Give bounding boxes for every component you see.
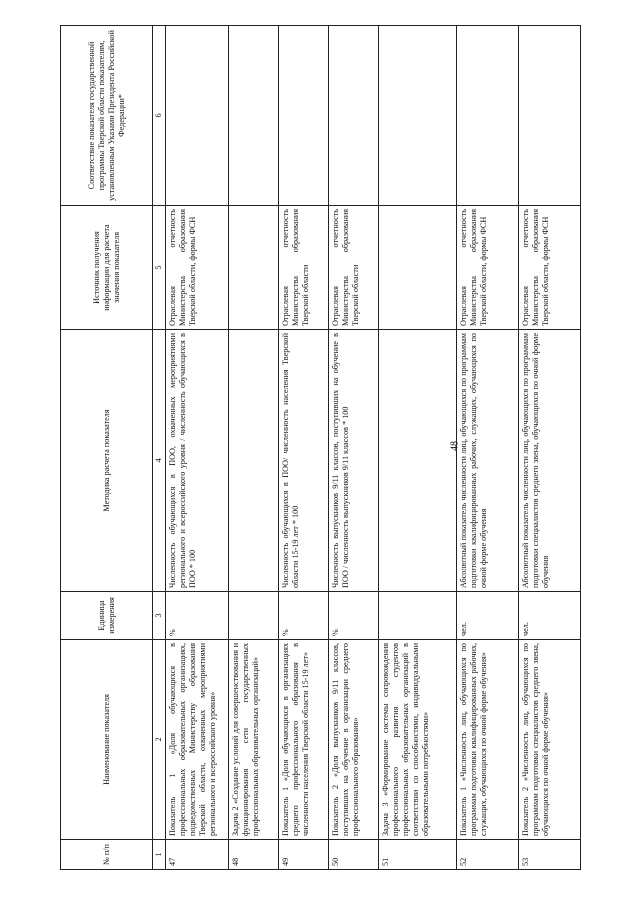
table-row	[329, 26, 379, 870]
data-source	[229, 206, 279, 330]
conformity	[457, 26, 519, 206]
conformity	[379, 26, 457, 206]
indicator-name: Показатель 1 «Численность лиц, обучающихся по программам подготовки квалифицированных рабочих, служащих, обучающихся по очной форме обучения»	[457, 640, 519, 840]
table-row	[519, 26, 581, 870]
unit	[229, 592, 279, 640]
calculation-method: Численность обучающихся в ПОО/ численность населения Тверской области 15-19 лет * 100	[279, 330, 329, 592]
column-number: 2	[153, 640, 166, 840]
table-row	[229, 26, 279, 870]
conformity	[329, 26, 379, 206]
unit: чел.	[457, 592, 519, 640]
column-number: 6	[153, 26, 166, 206]
indicator-name: Показатель 2 «Доля выпускников 9/11 классов, поступивших на обучение в организации среднего профессионального образования»	[329, 640, 379, 840]
calculation-method: Абсолютный показатель численности лиц, обучающихся по программам подготовки квалифицированных рабочих, служащих, обучающихся по очной форме обучения	[457, 330, 519, 592]
data-source: Отраслевая отчетность Министерства образования Тверской области, формы ФСН	[519, 206, 581, 330]
column-number: 3	[153, 592, 166, 640]
column-number: 1	[153, 840, 166, 870]
unit: %	[329, 592, 379, 640]
conformity	[229, 26, 279, 206]
header-cell-name: Наименование показателя	[61, 640, 153, 840]
indicators-table	[60, 25, 581, 870]
table-row	[166, 26, 229, 870]
data-source: Отраслевая отчетность Министерства образования Тверской области	[329, 206, 379, 330]
data-source: Отраслевая отчетность Министерства образования Тверской области	[279, 206, 329, 330]
row-number: 48	[229, 840, 279, 870]
column-number: 5	[153, 206, 166, 330]
header-cell-unit: Единица измерения	[61, 592, 153, 640]
header-cell-source: Источник получения информации для расчета значения показателя	[61, 206, 153, 330]
unit: %	[166, 592, 229, 640]
header-cell-conformity: Соответствие показателя государственной программы Тверской области показателям, установленным Указами Президента Российской Федерации*	[61, 26, 153, 206]
calculation-method: Численность выпускников 9/11 классов, поступивших на обучение в ПОО / численность выпускников 9/11 классов * 100	[329, 330, 379, 592]
row-number: 49	[279, 840, 329, 870]
page-number: 48	[449, 441, 461, 451]
data-source: Отраслевая отчетность Министерства образования Тверской области, формы ФСН	[457, 206, 519, 330]
indicator-name: Показатель 1 «Доля обучающихся в организациях среднего профессионального образования в численности населения Тверской области 15-19 лет»	[279, 640, 329, 840]
calculation-method	[229, 330, 279, 592]
table-row	[279, 26, 329, 870]
indicator-name: Задача 2 «Создание условий для совершенствования и функционирования сети государственных профессиональных образовательных организаций»	[229, 640, 279, 840]
unit: чел.	[519, 592, 581, 640]
table-row	[379, 26, 457, 870]
conformity	[279, 26, 329, 206]
data-source: Отраслевая отчетность Министерства образования Тверской области, формы ФСН	[166, 206, 229, 330]
calculation-method: Абсолютный показатель численности лиц, обучающихся по программам подготовки специалистов среднего звена, обучающихся по очной форме обучения	[519, 330, 581, 592]
row-number: 47	[166, 840, 229, 870]
table-row	[457, 26, 519, 870]
rotated-table-container	[60, 26, 580, 870]
header-row	[61, 26, 153, 870]
row-number: 52	[457, 840, 519, 870]
calculation-method	[379, 330, 457, 592]
unit	[379, 592, 457, 640]
row-number: 51	[379, 840, 457, 870]
conformity	[166, 26, 229, 206]
header-cell-number: № п/п	[61, 840, 153, 870]
row-number: 50	[329, 840, 379, 870]
unit: %	[279, 592, 329, 640]
indicator-name: Показатель 2 «Численность лиц, обучающихся по программам подготовки специалистов среднего звена, обучающихся по очной форме обучения»	[519, 640, 581, 840]
calculation-method: Численность обучающихся в ПОО, охваченных мероприятиями регионального и всероссийского уровня / численность обучающихся в ПОО * 100	[166, 330, 229, 592]
row-number: 53	[519, 840, 581, 870]
indicator-name: Задача 3 «Формирование системы сопровождения профессионального развития студентов профессиональных образовательных организаций в соответствии со способностями, индивидуальными образовательными потребностями»	[379, 640, 457, 840]
indicator-name: Показатель 1 «Доля обучающихся в профессиональных образовательных организациях, подведомственных Министерству образования Тверской области, охваченных мероприятиями регионального и всероссийского уровня»	[166, 640, 229, 840]
conformity	[519, 26, 581, 206]
header-cell-method: Методика расчета показателя	[61, 330, 153, 592]
data-source	[379, 206, 457, 330]
column-number-row	[153, 26, 166, 870]
column-number: 4	[153, 330, 166, 592]
